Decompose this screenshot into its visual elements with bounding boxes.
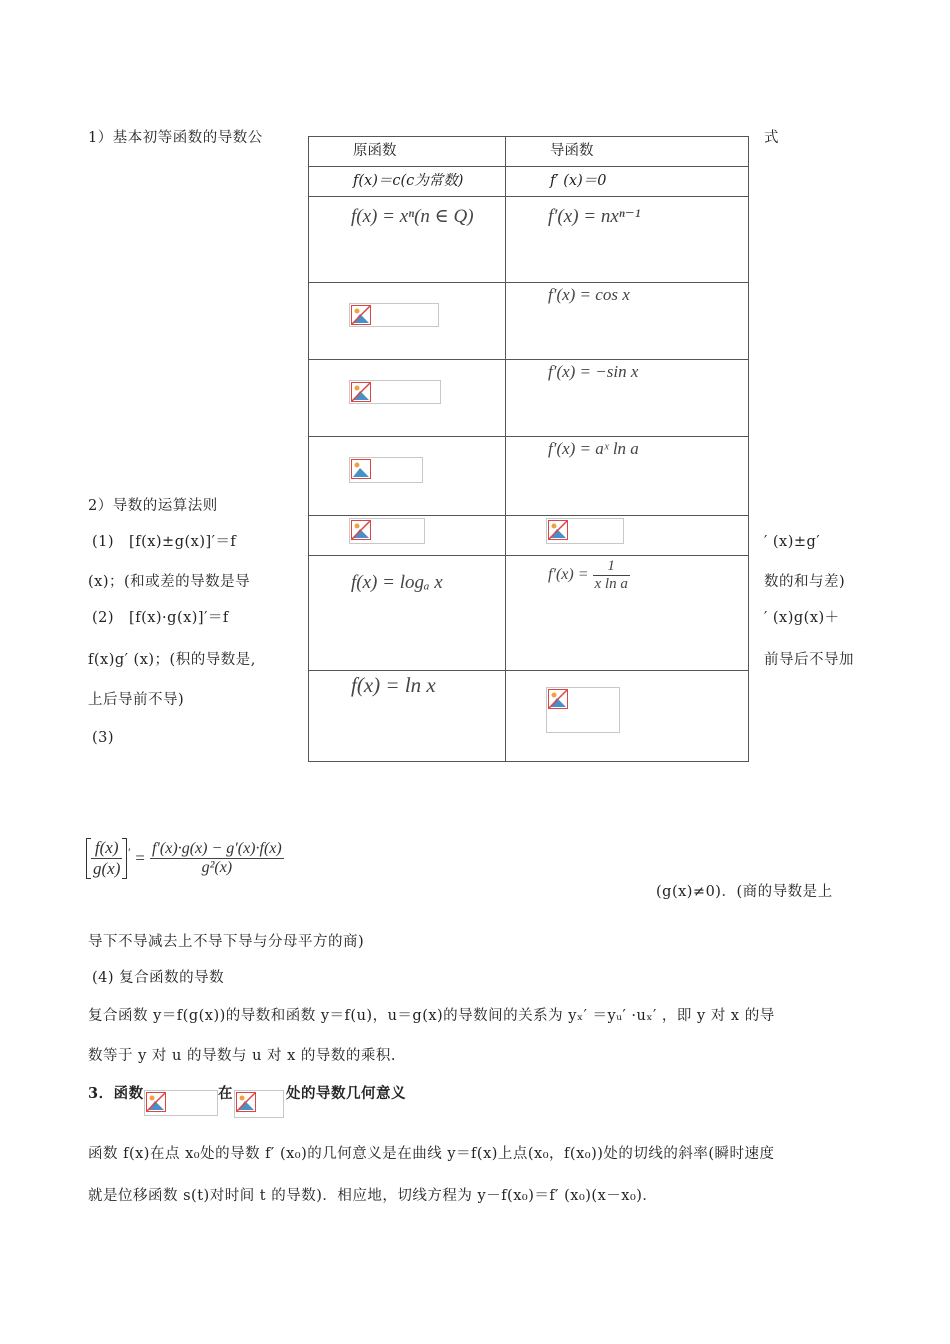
quotient-lhs-denominator: g(x) <box>93 859 121 878</box>
rule3-label: (3) <box>92 730 115 746</box>
quotient-rule-formula: $\frac{f(x)}{g(x)}$ ′ = $\frac{f'(x)\cdot g(x) - g'(x)\cdot f(x)}{\text{g²(x)}}$ <box>86 838 284 879</box>
table-row8-derivative <box>506 671 749 762</box>
rule4-line2: 数等于 y 对 u 的导数与 u 对 x 的导数的乘积. <box>88 1048 397 1064</box>
table-header-derivative: 导函数 <box>506 137 749 167</box>
table-row1-derivative: f′ (x)＝0 <box>506 167 749 197</box>
table-row6-original <box>309 516 506 556</box>
table-row5-derivative: f′(x) = aˣ ln a <box>506 437 749 516</box>
quotient-condition: (g(x)≠0)．(商的导数是上 <box>656 884 833 900</box>
rule2-part-a: (2) [f(x)·g(x)]′＝f <box>92 610 229 626</box>
rule2-part-d: 前导后不导加 <box>764 652 854 668</box>
quotient-description: 导下不导减去上不导下导与分母平方的商) <box>88 934 365 950</box>
section1-heading-tail: 式 <box>764 130 779 146</box>
derivative-formula-table <box>308 136 749 762</box>
table-row3-original <box>309 283 506 360</box>
broken-image-icon <box>546 687 620 733</box>
table-row3-derivative: f′(x) = cos x <box>506 283 749 360</box>
section1-heading: 1）基本初等函数的导数公 <box>88 130 263 146</box>
rule1-part-b: ′ (x)±g′ <box>764 534 821 550</box>
rule1-part-d: 数的和与差) <box>764 574 846 590</box>
table-row4-derivative: f′(x) = −sin x <box>506 360 749 437</box>
quotient-rhs-numerator: f′(x)·g(x) − g′(x)·f(x) <box>151 840 282 857</box>
section3-heading-c: 处的导数几何意义 <box>286 1085 406 1102</box>
table-row5-original <box>309 437 506 516</box>
section2-heading: 2）导数的运算法则 <box>88 498 218 514</box>
rule2-part-c: f(x)g′ (x)；(积的导数是, <box>88 652 256 668</box>
broken-image-icon <box>349 518 425 544</box>
broken-image-icon <box>546 518 624 544</box>
table-row7-original: f(x) = logₐ x <box>309 556 506 671</box>
section3-paragraph-line2: 就是位移函数 s(t)对时间 t 的导数)．相应地，切线方程为 y－f(x₀)＝f′ (x₀)(x－x₀)． <box>88 1188 658 1204</box>
table-header-original: 原函数 <box>309 137 506 167</box>
quotient-rhs-denominator: g²(x) <box>201 859 233 876</box>
table-row6-derivative <box>506 516 749 556</box>
table-row8-original: f(x) = ln x <box>309 671 506 762</box>
table-row4-original <box>309 360 506 437</box>
rule4-label: (4) 复合函数的导数 <box>92 970 225 986</box>
table-row7-derivative: f′(x) = $\frac{1}{\text{x ln a}}$ <box>506 556 749 671</box>
section3-heading-b: 在 <box>218 1085 233 1102</box>
broken-image-icon <box>349 303 439 327</box>
broken-image-icon <box>349 380 441 404</box>
broken-image-icon <box>234 1090 284 1118</box>
rule2-part-e: 上后导前不导) <box>88 692 185 708</box>
section3-paragraph-line1: 函数 f(x)在点 x₀处的导数 f′ (x₀)的几何意义是在曲线 y＝f(x)上点(x₀，f(x₀))处的切线的斜率(瞬时速度 <box>88 1146 775 1162</box>
table-row2-original: f(x) = xⁿ(n ∈ Q) <box>309 197 506 283</box>
table-row2-derivative: f′(x) = nxⁿ⁻¹ <box>506 197 749 283</box>
table-row1-original: f(x)＝c(c为常数) <box>309 167 506 197</box>
broken-image-icon <box>349 457 423 483</box>
broken-image-icon <box>144 1090 218 1116</box>
rule1-part-a: (1) [f(x)±g(x)]′＝f <box>92 534 237 550</box>
section3-heading-a: 3．函数 <box>88 1085 144 1102</box>
rule1-part-c: (x)；(和或差的导数是导 <box>88 574 251 590</box>
rule4-line1: 复合函数 y＝f(g(x))的导数和函数 y＝f(u)，u＝g(x)的导数间的关系为 yₓ′ ＝yᵤ′ ·uₓ′ ，即 y 对 x 的导 <box>88 1008 775 1024</box>
quotient-lhs-numerator: f(x) <box>91 838 122 859</box>
rule2-part-b: ′ (x)g(x)＋ <box>764 610 840 626</box>
